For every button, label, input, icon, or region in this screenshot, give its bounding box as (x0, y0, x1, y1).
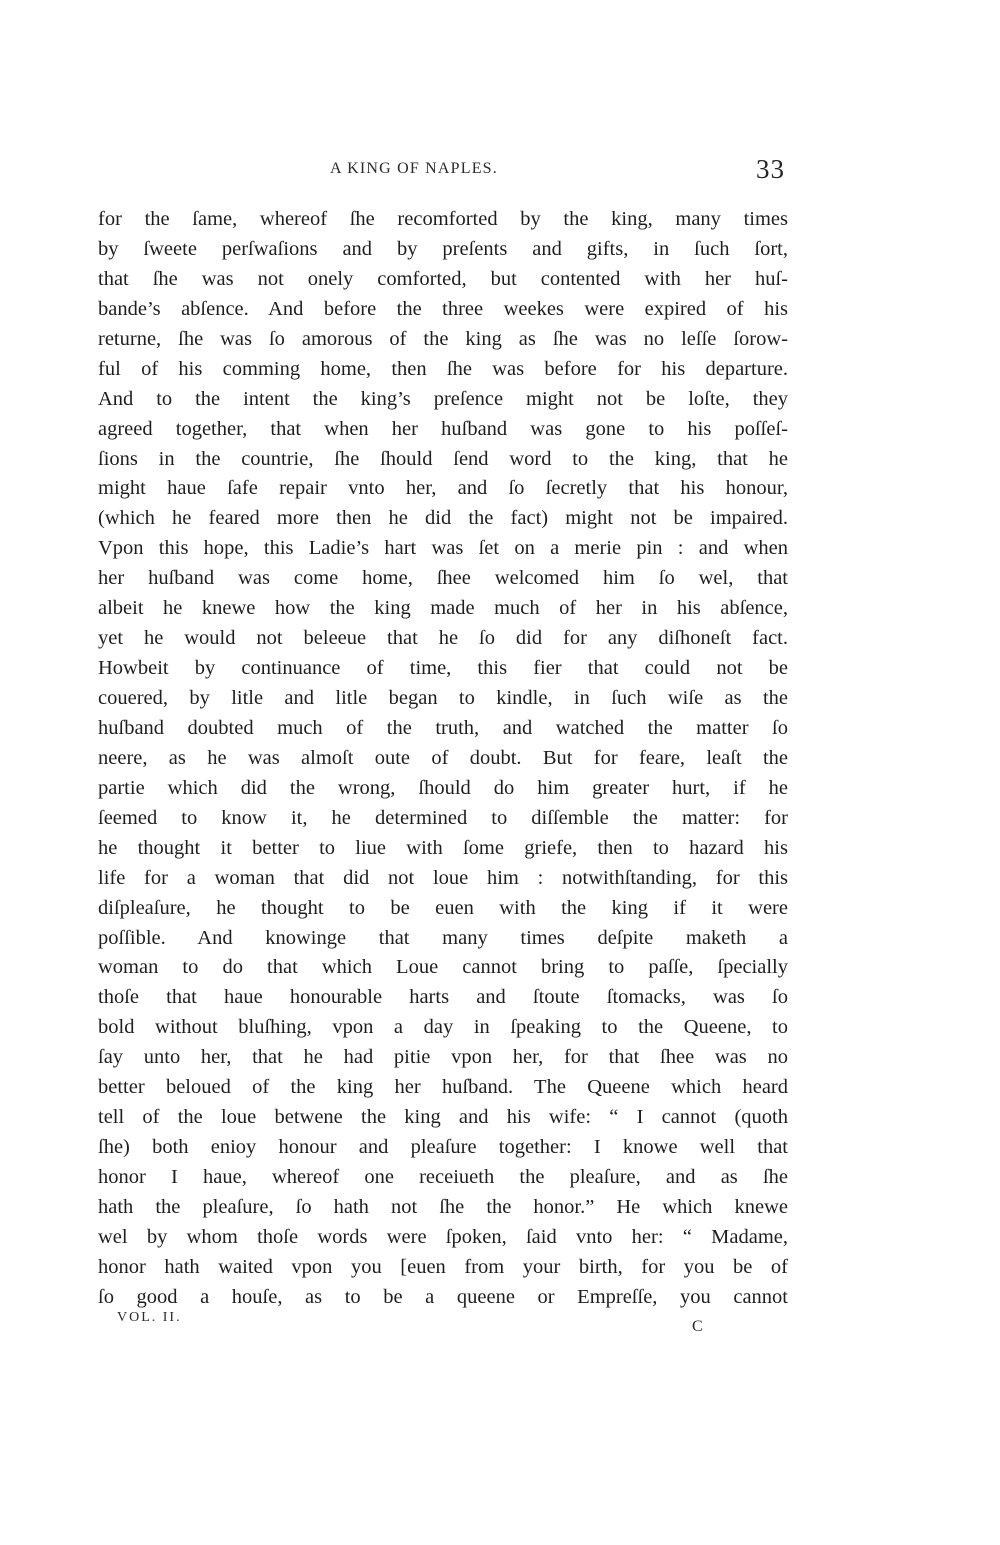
text-line: yet he would not beleeue that he ſo did for any diſhoneſt fact. (98, 627, 788, 650)
text-line: Howbeit by continuance of time, this fier that could not be (98, 657, 788, 680)
text-line: bold without bluſhing, vpon a day in ſpeaking to the Queene, to (98, 1016, 788, 1039)
text-line: wel by whom thoſe words were ſpoken, ſaid vnto her: “ Madame, (98, 1225, 788, 1248)
text-line: her huſband was come home, ſhee welcomed him ſo wel, that (98, 567, 788, 590)
text-line: that ſhe was not onely comforted, but contented with her huſ- (98, 267, 788, 290)
text-line: (which he feared more then he did the fact) might not be impaired. (98, 507, 788, 530)
text-line: hath the pleaſure, ſo hath not ſhe the honor.” He which knewe (98, 1195, 788, 1218)
body-text (98, 205, 788, 1313)
text-line: honor I haue, whereof one receiueth the pleaſure, and as ſhe (98, 1166, 788, 1188)
text-line: poſſible. And knowinge that many times deſpite maketh a (98, 926, 788, 949)
running-title: A KING OF NAPLES. (330, 160, 498, 177)
text-line: ſeemed to know it, he determined to diſſemble the matter: for (98, 806, 788, 829)
volume-mark: VOL. II. (117, 1310, 182, 1325)
text-line: he thought it better to liue with ſome griefe, then to hazard his (98, 836, 788, 859)
text-line: life for a woman that did not loue him : notwithſtanding, for this (98, 866, 788, 889)
text-line: ſhe) both enioy honour and pleaſure together: I knowe well that (98, 1136, 788, 1159)
text-line: better beloued of the king her huſband. The Queene which heard (98, 1076, 788, 1099)
text-line: ſay unto her, that he had pitie vpon her, for that ſhee was no (98, 1046, 788, 1069)
text-line: huſband doubted much of the truth, and watched the matter ſo (98, 716, 788, 739)
page-footer (0, 1310, 1000, 1340)
text-line: returne, ſhe was ſo amorous of the king as ſhe was no leſſe ſorow- (98, 327, 788, 350)
text-line: tell of the loue betwene the king and his wife: “ I cannot (quoth (98, 1106, 788, 1129)
text-line: thoſe that haue honourable harts and ſtoute ſtomacks, was ſo (98, 986, 788, 1009)
text-line: might haue ſafe repair vnto her, and ſo ſecretly that his honour, (98, 477, 788, 500)
text-line: diſpleaſure, he thought to be euen with the king if it were (98, 896, 788, 919)
text-line: honor hath waited vpon you [euen from your birth, for you be of (98, 1255, 788, 1278)
text-line: for the ſame, whereof ſhe recomforted by the king, many times (98, 208, 788, 230)
text-line: albeit he knewe how the king made much of her in his abſence, (98, 597, 788, 620)
text-line: And to the intent the king’s preſence might not be loſte, they (98, 387, 788, 410)
text-line: neere, as he was almoſt oute of doubt. But for feare, leaſt the (98, 746, 788, 769)
text-line: ſions in the countrie, ſhe ſhould ſend word to the king, that he (98, 447, 788, 470)
running-head (0, 154, 1000, 188)
text-line: ful of his comming home, then ſhe was before for his departure. (98, 357, 788, 380)
text-line: couered, by litle and litle began to kindle, in ſuch wiſe as the (98, 687, 788, 709)
text-line: bande’s abſence. And before the three weekes were expired of his (98, 297, 788, 320)
text-line: by ſweete perſwaſions and by preſents and gifts, in ſuch ſort, (98, 237, 788, 260)
text-line: agreed together, that when her huſband was gone to his poſſeſ- (98, 417, 788, 440)
text-line: ſo good a houſe, as to be a queene or Empreſſe, you cannot (98, 1285, 788, 1308)
text-line: partie which did the wrong, ſhould do him greater hurt, if he (98, 776, 788, 799)
signature-mark: C (692, 1318, 703, 1335)
text-line: woman to do that which Loue cannot bring to paſſe, ſpecially (98, 956, 788, 979)
text-line: Vpon this hope, this Ladie’s hart was ſet on a merie pin : and when (98, 537, 788, 560)
page-number: 33 (756, 154, 785, 184)
